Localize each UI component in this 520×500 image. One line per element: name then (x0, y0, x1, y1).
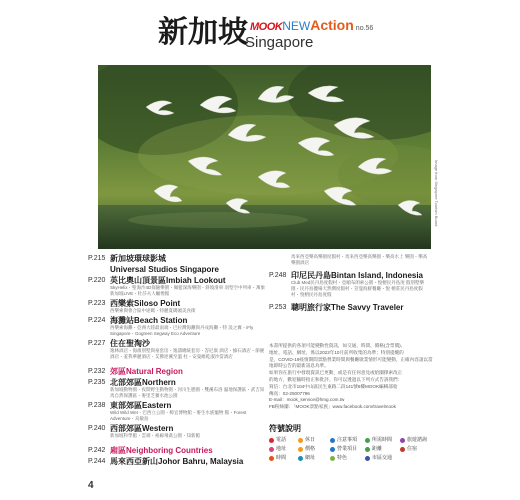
toc-entry (88, 457, 268, 466)
legend-symbol-icon (298, 456, 303, 461)
egrets-photo (98, 65, 431, 249)
toc-title: 郊區Natural Region (110, 367, 183, 376)
legend-item (269, 455, 298, 461)
toc-title: 西部郊區Western (110, 424, 174, 433)
legend-label: 電話 (276, 437, 287, 443)
toc-page-number: P.238 (88, 402, 106, 409)
toc-section-entry (88, 367, 268, 376)
toc-right-column (269, 254, 429, 312)
brand-mook: MOOK (250, 21, 283, 33)
toc-page-number: P.235 (88, 379, 106, 386)
brand-issue: no.56 (355, 25, 374, 32)
legend-label: 地址 (276, 446, 287, 452)
toc-page-number: P.242 (88, 447, 106, 454)
legend-item (400, 446, 431, 452)
toc-entry (88, 299, 268, 314)
toc-entry (88, 401, 268, 422)
legend-symbol-icon (400, 438, 405, 443)
toc-right-continuation (269, 254, 429, 266)
symbol-legend (269, 424, 431, 461)
toc-entry (88, 378, 268, 399)
notice-line: 傳真：02-25007796 (269, 390, 310, 396)
notice-line: E-mail：mook_service@hmg.com.tw (269, 397, 345, 403)
legend-label: 休日 (305, 437, 316, 443)
legend-item (269, 437, 298, 443)
toc-page-number: P.215 (88, 255, 106, 262)
toc-page-number: P.253 (269, 304, 287, 311)
page-title-english: Singapore (245, 34, 314, 51)
page-title-chinese: 新加坡 (158, 15, 248, 50)
legend-label: 網址 (305, 455, 316, 461)
legend-label: 距離 (372, 446, 383, 452)
notice-line: 如果你在旅行中發現資訊已更動，或是有任何意見或給團擇索改正 (269, 370, 403, 376)
toc-section-entry (88, 446, 268, 455)
toc-page-number: P.223 (88, 300, 106, 307)
toc-left-column (88, 254, 268, 468)
toc-page-number: P.227 (88, 340, 106, 347)
legend-symbol-icon (365, 438, 370, 443)
toc-page-number: P.240 (88, 425, 106, 432)
toc-title: 英比奧山頂景區Imbiah Lookout (110, 276, 226, 285)
toc-entry (88, 265, 268, 274)
legend-label: 住宿 (407, 446, 418, 452)
toc-desc: 馬來西亞樂高樂園度假村・馬來西亞樂高樂園・樂高水上 樂園・樂高樂園酒店 (291, 254, 428, 265)
legend-symbol-icon (269, 438, 274, 443)
legend-item (330, 455, 365, 461)
legend-item (298, 437, 330, 443)
toc-entry (88, 254, 268, 263)
legend-symbol-icon (330, 456, 335, 461)
toc-page-number: P.224 (88, 317, 106, 324)
notice-line: 地即時公告的最新訊息為準。 (269, 363, 329, 369)
toc-desc: 新加坡動物園・夜間野生動物園・河川生態園・雙溪布洛 濕地保護區・武吉知馬自然保護區・麥里芝蓄水池公園 (110, 387, 265, 398)
notice-block (269, 343, 431, 411)
legend-label: 特色 (337, 455, 348, 461)
legend-symbol-icon (365, 447, 370, 452)
brand-new: NEW (282, 19, 311, 33)
legend-symbol-icon (330, 447, 335, 452)
legend-label: 所需時間 (372, 437, 393, 443)
toc-title: 廂區Neighboring Countries (110, 446, 213, 455)
toc-desc: Club Med民丹島度假村・亞順布朗索公園・悅榕民丹島度 假別墅樂園・民丹島鹽場天然灣度假村・荳蔻海鮮餐廳・悅 榕莊民丹島度假村・悅榕民丹島度假 (291, 280, 425, 297)
brand-action: Action (310, 17, 354, 33)
toc-title: 西樂索Siloso Point (110, 299, 181, 308)
toc-page-number: P.248 (269, 272, 287, 279)
toc-entry (88, 424, 268, 439)
toc-title: 馬來西亞新山Johor Bahru, Malaysia (110, 457, 244, 466)
legend-label: 價格 (305, 446, 316, 452)
legend-item (298, 455, 330, 461)
legend-item (400, 437, 431, 443)
toc-entry (88, 316, 268, 337)
toc-desc: Wild Wild Wet・巴西立公園・樟宜博物館・麥生水族寵物 館・Forest Adventure・烏敏島 (110, 410, 247, 421)
notice-line: 寫信：台北市104中山區民生東路二段141號8樓MOOK編輯部收 (269, 383, 398, 389)
toc-entry (88, 276, 268, 297)
page-number: 4 (88, 480, 94, 491)
legend-label: 時間 (276, 455, 287, 461)
toc-entry (269, 271, 429, 298)
legend-symbol-icon (298, 447, 303, 452)
legend-symbol-icon (365, 456, 370, 461)
legend-symbol-icon (400, 447, 405, 452)
toc-title: 海灘站Beach Station (110, 316, 188, 325)
toc-title: 聰明旅行家The Savvy Traveler (291, 303, 404, 312)
notice-line: 地址、電話、網址，係以2022年10月前所收集的為準；特別提醒的 (269, 349, 404, 355)
legend-item (330, 446, 365, 452)
legend-title: 符號說明 (269, 424, 301, 433)
legend-symbol-icon (269, 447, 274, 452)
legend-label: 注意事項 (337, 437, 358, 443)
notice-line: FB粉絲團：「MOOK景點家族」www.facebook.com/travelmook (269, 404, 396, 410)
toc-desc: 西樂索與會合區中途碼・特麗夏碼頭美食街 (110, 308, 196, 313)
notice-line: 本書所提供的各項可能變動性資訊，如交通、時間、價格(含票價)、 (269, 343, 406, 348)
toc-desc: 新加坡科學館・雲端・裕廊飛禽公園・知新館 (110, 433, 200, 438)
legend-item (269, 446, 298, 452)
toc-title: Universal Studios Singapore (110, 265, 219, 274)
legend-item (298, 446, 330, 452)
toc-page-number: P.220 (88, 277, 106, 284)
brand-logo (250, 19, 373, 35)
toc-title: 新加坡環球影城 (110, 254, 166, 263)
legend-grid (269, 437, 431, 461)
legend-symbol-icon (269, 456, 274, 461)
toc-title: 東部郊區Eastern (110, 401, 172, 410)
photo-credit: Image from Singapore Tourism Board (434, 160, 439, 227)
toc-spacer (88, 466, 268, 468)
legend-label: 市區交通 (372, 455, 393, 461)
legend-symbol-icon (298, 438, 303, 443)
legend-symbol-icon (330, 438, 335, 443)
notice-line: 的地方，歡迎隨時指正和批評。你可以透過以下列方式告訴我們： (269, 376, 403, 382)
toc-desc: 逸林酒店・海濱別墅與豪套房・逸濤總統套房・峇尼康 酒店・綠石酒店・節慶酒店・羞我華麗酒店・艾佛逆溪至溫 柱・安曼維乾淑沙當酒店 (110, 348, 265, 359)
legend-item (365, 455, 400, 461)
toc-desc: SkyHelix・聖淘沙4D探險樂園・佩藍深海樂園・斜坡滑車 羽型空中列車・萬象新加坡LIVE・杜莎夫人蠟像館 (110, 285, 266, 296)
legend-item (330, 437, 365, 443)
toc-page-number: P.244 (88, 458, 106, 465)
toc-title: 印尼民丹島Bintan Island, Indonesia (291, 271, 424, 280)
toc-entry (88, 339, 268, 360)
toc-title: 住在聖淘沙 (110, 339, 150, 348)
toc-desc: 西樂索海灘・亞洲大陸最南端・巴拉灣海灘與丹戎海灘・特 浪之翼・iFly Singapore・Gogreen Segway Eco Adventure (110, 325, 254, 336)
legend-label: 旅遊諮詢 (407, 437, 428, 443)
toc-title: 北部郊區Northern (110, 378, 176, 387)
legend-label: 營業項目 (337, 446, 358, 452)
notice-line: 是，COVID-19疫情期間景點營業時間與餐廳歇業情形可能變動，正確內容請以當 (269, 356, 433, 362)
toc-entry (269, 303, 429, 312)
legend-item (365, 437, 400, 443)
toc-page-number: P.232 (88, 368, 106, 375)
legend-item (365, 446, 400, 452)
